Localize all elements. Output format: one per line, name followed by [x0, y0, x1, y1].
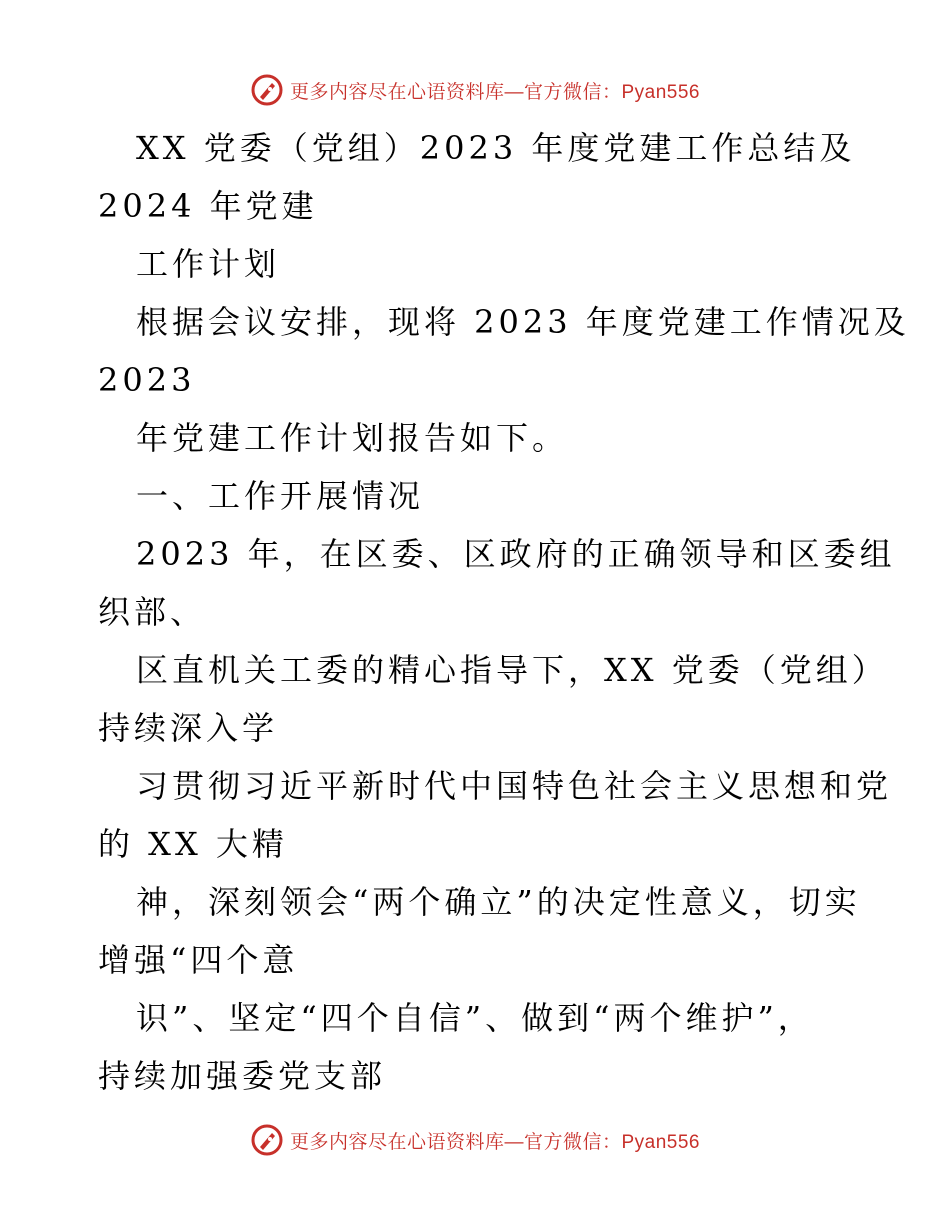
paragraph-line: 区直机关工委的精心指导下，XX 党委（党组） — [136, 651, 888, 689]
paragraph-line: 年党建工作计划报告如下。 — [136, 419, 569, 457]
title-line-1: XX 党委（党组）2023 年度党建工作总结及 — [136, 129, 856, 167]
paragraph-line: 持续加强委党支部 — [98, 1057, 387, 1095]
pen-nib-logo-icon — [250, 73, 284, 107]
paragraph-line: 神，深刻领会“两个确立”的决定性意义，切实 — [136, 883, 861, 921]
title-line-3: 工作计划 — [136, 245, 281, 283]
paragraph-line: 增强“四个意 — [98, 941, 299, 979]
paragraph-line: 2023 — [98, 361, 196, 399]
title-line-2: 2024 年党建 — [98, 187, 318, 225]
paragraph-line: 2023 年，在区委、区政府的正确领导和区委组 — [136, 535, 896, 573]
pen-nib-logo-icon — [250, 1123, 284, 1157]
paragraph-line: 习贯彻习近平新时代中国特色社会主义思想和党 — [136, 767, 893, 805]
paragraph-line: 持续深入学 — [98, 709, 279, 747]
paragraph-line: 的 XX 大精 — [98, 825, 288, 863]
watermark-footer — [0, 1120, 950, 1160]
watermark-text: 更多内容尽在心语资料库—官方微信：Pyan556 — [289, 1131, 700, 1153]
watermark-text: 更多内容尽在心语资料库—官方微信：Pyan556 — [289, 81, 700, 103]
section-heading: 一、工作开展情况 — [136, 477, 425, 515]
paragraph-line: 识”、坚定“四个自信”、做到“两个维护”， — [136, 999, 814, 1037]
paragraph-line: 织部、 — [98, 593, 207, 631]
watermark-header — [0, 70, 950, 110]
paragraph-line: 根据会议安排，现将 2023 年度党建工作情况及 — [136, 303, 910, 341]
